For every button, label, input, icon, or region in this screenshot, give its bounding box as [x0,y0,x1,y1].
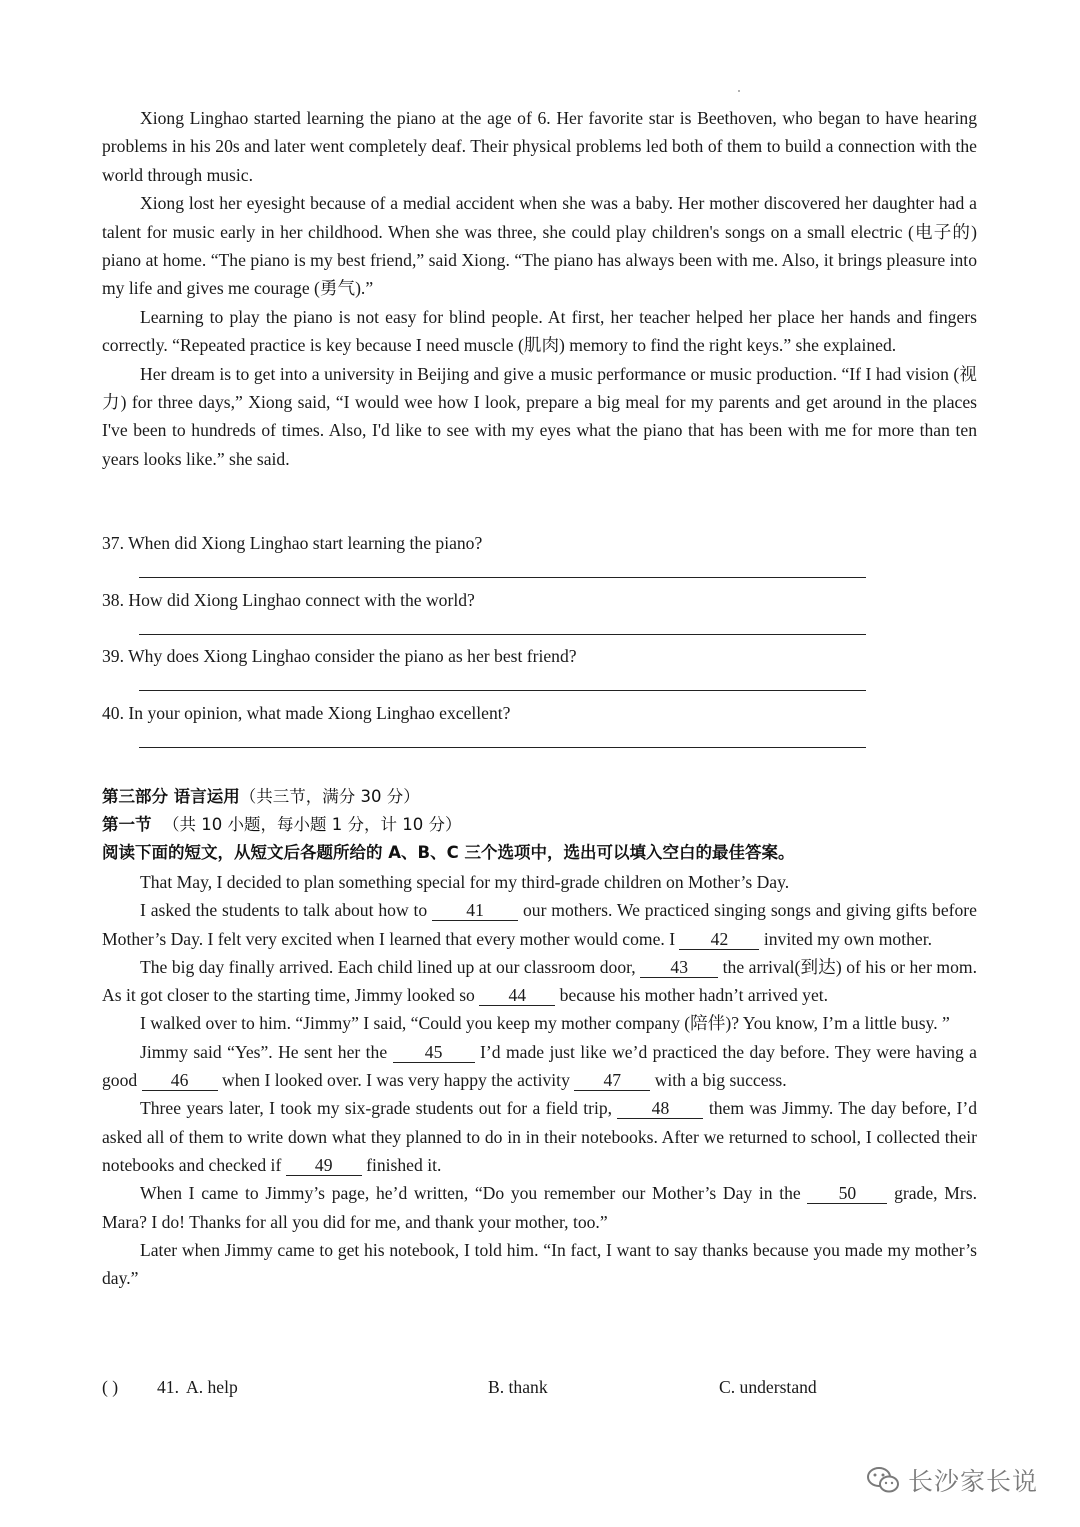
answer-line[interactable] [139,747,866,748]
blank-45[interactable]: 45 [393,1042,475,1063]
question-40 [102,700,977,757]
cloze-paragraph [102,953,977,1010]
cloze-text: Jimmy said “Yes”. He sent her the [140,1041,388,1062]
part-title-text: 第三部分 语言运用 [102,787,240,806]
scan-speck [738,90,740,92]
cloze-text: finished it. [366,1154,442,1175]
cloze-text: when I looked over. I was very happy the activity [222,1070,570,1091]
blank-43[interactable]: 43 [640,957,718,978]
cloze-passage [102,868,977,1292]
wechat-icon [866,1465,900,1495]
cloze-paragraph: That May, I decided to plan something special for my third-grade children on Mother’s Day. [140,872,790,892]
sub-title-text: 第一节 [102,815,152,834]
blank-44[interactable]: 44 [479,985,555,1006]
cloze-text: them was Jimmy. The day before, I’d asked all of them to write down what they planned to do in in their notebooks. After we returned to school, I collected their notebooks and checked if [102,1098,978,1175]
blank-50[interactable]: 50 [807,1183,887,1204]
cloze-text: grade, Mrs. Mara? I do! Thanks for all you did for me, and thank your mother, too.” [102,1183,977,1232]
option-number: 41. [157,1377,179,1397]
blank-41[interactable]: 41 [432,900,518,921]
question-38 [102,587,977,644]
answer-line[interactable] [139,577,866,578]
option-b[interactable]: B. thank [488,1377,548,1397]
question-39 [102,643,977,700]
blank-42[interactable]: 42 [679,929,759,950]
passage-paragraph: Xiong lost her eyesight because of a medial accident when she was a baby. Her mother discovered her daughter had a talent for music early in her childhood. When she was three, she could play children's songs on a small electric (电子的) piano at home. “The piano is my best friend,” said Xiong. “The piano has always been with me. Also, it brings pleasure into my life and gives me courage (勇气).” [102,193,977,299]
cloze-text: the arrival(到达) of his or her mom. As it got closer to the starting time, Jimmy looked so [102,956,977,1006]
options-row-41 [102,1377,977,1405]
option-c[interactable]: C. understand [719,1377,817,1397]
answer-line[interactable] [139,690,866,691]
cloze-paragraph [102,1094,977,1179]
cloze-paragraph: Later when Jimmy came to get his notebook, I told him. “In fact, I want to say thanks because you made my mother’s day.” [102,1239,977,1289]
cloze-text: our mothers. We practiced singing songs and giving gifts before Mother’s Day. I felt very excited when I learned that every mother would come. I [102,900,977,949]
blank-48[interactable]: 48 [617,1098,703,1119]
question-list [102,530,977,756]
cloze-paragraph: I walked over to him. “Jimmy” I said, “Could you keep my mother company (陪伴)? You know, I’m a little busy. ” [140,1013,950,1034]
cloze-text: with a big success. [654,1070,787,1091]
cloze-paragraph [102,896,977,953]
cloze-paragraph [102,1038,977,1095]
cloze-text: Three years later, I took my six-grade students out for a field trip, [140,1098,613,1119]
passage-paragraph: Xiong Linghao started learning the piano at the age of 6. Her favorite star is Beethoven, who began to have hearing problems in his 20s and later went completely deaf. Their physical problems led both of them to build a connection with the world through music. [102,108,977,185]
cloze-text: The big day finally arrived. Each child lined up at our classroom door, [140,956,636,977]
reading-passage [102,104,977,473]
cloze-text: I’d made just like we’d practiced the day before. They were having a good [102,1041,977,1091]
passage-paragraph: Her dream is to get into a university in Beijing and give a music performance or music production. “If I had vision (视力) for three days,” Xiong said, “I would wee how I look, prepare a big meal for my parents and get around in the places I've been to hundreds of times. Also, I'd like to see with my eyes what the piano that has been with me for more than ten years looks like.” she said. [102,363,977,469]
passage-paragraph: Learning to play the piano is not easy for blind people. At first, her teacher helped her place her hands and fingers correctly. “Repeated practice is key because I need muscle (肌肉) memory to find the right keys.” she explained. [102,306,977,356]
blank-47[interactable]: 47 [574,1070,650,1091]
cloze-text: invited my own mother. [763,928,932,949]
answer-bracket[interactable]: ( ) [102,1377,119,1397]
instruction: 阅读下面的短文，从短文后各题所给的 A、B、C 三个选项中，选出可以填入空白的最佳答案。 [102,843,795,862]
option-a[interactable]: A. help [186,1377,238,1397]
question-text: 40. In your opinion, what made Xiong Linghao excellent? [102,702,511,723]
part-title [102,783,977,811]
question-37 [102,530,977,587]
cloze-text: I asked the students to talk about how to [140,900,428,921]
cloze-paragraph [102,1179,977,1236]
cloze-text: because his mother hadn’t arrived yet. [559,985,829,1006]
sub-title [102,811,977,839]
cloze-text: When I came to Jimmy’s page, he’d written, “Do you remember our Mother’s Day in the [140,1183,801,1204]
watermark [866,1460,1038,1500]
part-note: （共三节，满分 30 分） [239,787,420,806]
question-text: 37. When did Xiong Linghao start learning the piano? [102,533,483,553]
section-header [102,783,977,867]
sub-note: （共 10 小题，每小题 1 分，计 10 分） [163,815,462,834]
blank-49[interactable]: 49 [286,1155,362,1176]
answer-line[interactable] [139,634,866,635]
question-text: 39. Why does Xiong Linghao consider the piano as her best friend? [102,646,577,666]
question-text: 38. How did Xiong Linghao connect with the world? [102,589,475,610]
blank-46[interactable]: 46 [142,1070,218,1091]
watermark-text: 长沙家长说 [908,1467,1039,1496]
